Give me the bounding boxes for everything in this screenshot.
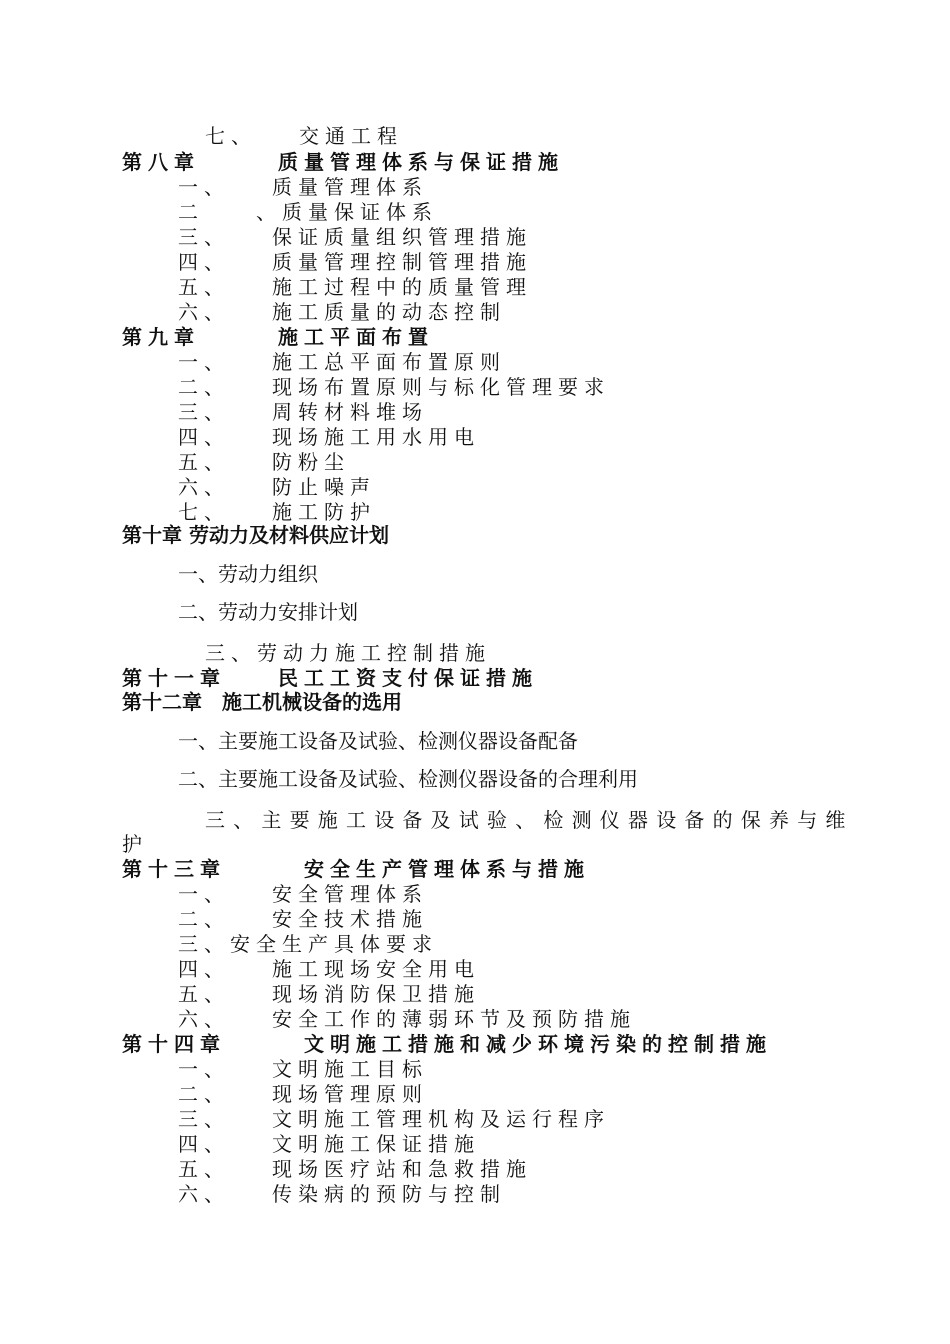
toc-item: 六、 传染病的预防与控制	[178, 1182, 506, 1206]
toc-chapter-10: 第十章 劳动力及材料供应计划	[122, 523, 389, 547]
toc-item: 六、 施工质量的动态控制	[178, 300, 506, 324]
toc-item: 三、主要施工设备及试验、检测仪器设备的保养与维	[205, 808, 854, 832]
toc-item: 一、 安全管理体系	[178, 882, 428, 906]
toc-item: 二 、质量保证体系	[178, 200, 438, 224]
toc-item: 二、 安全技术措施	[178, 907, 428, 931]
toc-chapter-12: 第十二章 施工机械设备的选用	[122, 690, 402, 714]
toc-chapter-11: 第十一章 民工工资支付保证措施	[122, 666, 538, 690]
toc-item: 五、 施工过程中的质量管理	[178, 275, 532, 299]
toc-item: 一、劳动力组织	[178, 562, 318, 586]
toc-item: 四、 施工现场安全用电	[178, 957, 480, 981]
toc-item: 五、 防粉尘	[178, 450, 350, 474]
toc-item: 三、 保证质量组织管理措施	[178, 225, 532, 249]
toc-item: 二、 现场管理原则	[178, 1082, 428, 1106]
toc-item: 四、 质量管理控制管理措施	[178, 250, 532, 274]
toc-item: 二、 现场布置原则与标化管理要求	[178, 375, 610, 399]
toc-item: 三、安全生产具体要求	[178, 932, 438, 956]
toc-chapter-9: 第九章 施工平面布置	[122, 325, 434, 349]
toc-item: 七、 施工防护	[178, 500, 376, 524]
toc-item: 四、 现场施工用水用电	[178, 425, 480, 449]
toc-item: 六、 防止噪声	[178, 475, 376, 499]
toc-item: 二、劳动力安排计划	[178, 600, 358, 624]
toc-item: 三、 周转材料堆场	[178, 400, 428, 424]
toc-item: 一、 文明施工目标	[178, 1057, 428, 1081]
toc-chapter-13: 第十三章 安全生产管理体系与措施	[122, 857, 590, 881]
toc-item: 一、 施工总平面布置原则	[178, 350, 506, 374]
toc-item: 五、 现场消防保卫措施	[178, 982, 480, 1006]
toc-item: 六、 安全工作的薄弱环节及预防措施	[178, 1007, 636, 1031]
toc-chapter-8: 第八章 质量管理体系与保证措施	[122, 150, 564, 174]
toc-item: 三、 文明施工管理机构及运行程序	[178, 1107, 610, 1131]
toc-item: 一、主要施工设备及试验、检测仪器设备配备	[178, 729, 578, 753]
toc-item: 五、 现场医疗站和急救措施	[178, 1157, 532, 1181]
toc-chapter-14: 第十四章 文明施工措施和减少环境污染的控制措施	[122, 1032, 772, 1056]
toc-item: 四、 文明施工保证措施	[178, 1132, 480, 1156]
toc-item: 三、劳动力施工控制措施	[205, 641, 491, 665]
toc-item: 一、 质量管理体系	[178, 175, 428, 199]
toc-item-wrap: 护	[122, 832, 142, 856]
toc-item-7-traffic-engineering: 七、 交通工程	[205, 124, 403, 148]
toc-item: 二、主要施工设备及试验、检测仪器设备的合理利用	[178, 767, 638, 791]
